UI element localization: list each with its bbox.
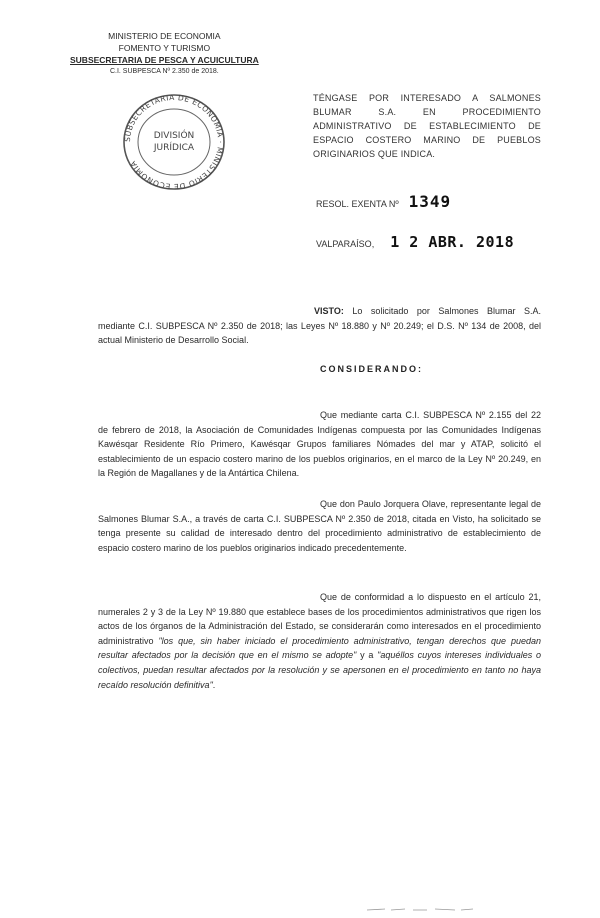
footer-scan-mark-icon	[365, 905, 475, 913]
stamp-ring-text: SUBSECRETARIA DE ECONOMIA · MINISTERIO DE ECONOMIA	[122, 92, 226, 192]
resolution-label: RESOL. EXENTA Nº	[316, 199, 399, 209]
ministry-line-2: FOMENTO Y TURISMO	[118, 43, 211, 53]
place-date-line	[316, 233, 514, 251]
stamp-center-line-2: JURÍDICA	[153, 143, 195, 153]
visto-label: VISTO:	[314, 306, 344, 316]
visto-paragraph	[98, 304, 541, 348]
visto-text: Lo solicitado por Salmones Blumar S.A. mediante C.I. SUBPESCA Nº 2.350 de 2018; las Leyes Nº 18.880 y Nº 20.249; el D.S. Nº 134 de 2008, del actual Ministerio de Desarrollo Social.	[98, 306, 541, 346]
resolution-number: 1349	[408, 192, 452, 211]
p3-quote-1: "los que, sin haber iniciado el procedimiento administrativo, tengan derechos que puedan resultar afectados por la decisión que en el mismo se adopte"	[98, 635, 541, 661]
considerando-heading: CONSIDERANDO:	[320, 364, 424, 374]
p3-intro: Que de conformidad a lo dispuesto en el artículo 21, numerales 2 y 3 de la Ley Nº 19.880 que establece bases de los procedimientos administrativos que rigen los actos de los órganos de la Administración del Estado, se considerarán como interesados en el procedimiento administrativo	[98, 592, 541, 646]
division-juridica-stamp-icon	[118, 92, 230, 192]
resolution-date: 1 2 ABR. 2018	[390, 233, 515, 251]
considerando-paragraph-3	[98, 590, 541, 692]
resolution-number-line	[316, 192, 451, 211]
stamp-center-line-1: DIVISIÓN	[153, 131, 195, 141]
place-city: VALPARAÍSO,	[316, 239, 375, 249]
reference-line: C.I. SUBPESCA Nº 2.350 de 2018.	[109, 68, 219, 75]
ministry-line-1: MINISTERIO DE ECONOMIA	[108, 31, 221, 41]
p3-end: .	[212, 679, 216, 690]
p3-mid: y a	[360, 650, 374, 661]
considerando-paragraph-1: Que mediante carta C.I. SUBPESCA Nº 2.155 del 22 de febrero de 2018, la Asociación de Comunidades Indígenas compuesta por las Comunidades Indígenas Kawésqar Residente Río Primero, Kawésqar Grupos familiares Nómades del mar y ATAP, solicitó el establecimiento de un espacio costero marino de los pueblos originarios, en el marco de la Ley Nº 20.249, en la Región de Magallanes y de la Antártica Chilena.	[98, 410, 541, 479]
subsecretaria-line: SUBSECRETARIA DE PESCA Y ACUICULTURA	[70, 55, 259, 65]
p3-quote-2: "aquéllos cuyos intereses individuales o colectivos, puedan resultar afectados por la resolución y se apersonen en el procedimiento en tanto no haya recaído resolución definitiva"	[98, 650, 541, 690]
resolution-subject: TÉNGASE POR INTERESADO A SALMONES BLUMAR S.A. EN PROCEDIMIENTO ADMINISTRATIVO DE ESTABLECIMIENTO DE ESPACIO COSTERO MARINO DE PUEBLOS ORIGINARIOS QUE INDICA.	[313, 93, 541, 159]
letterhead	[70, 30, 259, 78]
considerando-paragraph-2: Que don Paulo Jorquera Olave, representante legal de Salmones Blumar S.A., a través de carta C.I. SUBPESCA Nº 2.350 de 2018, citada en Visto, ha solicitado se tenga presente su calidad de interesado dentro del procedimiento administrativo de establecimiento de espacio costero marino de los pueblos originarios indicado precedentemente.	[98, 499, 541, 553]
